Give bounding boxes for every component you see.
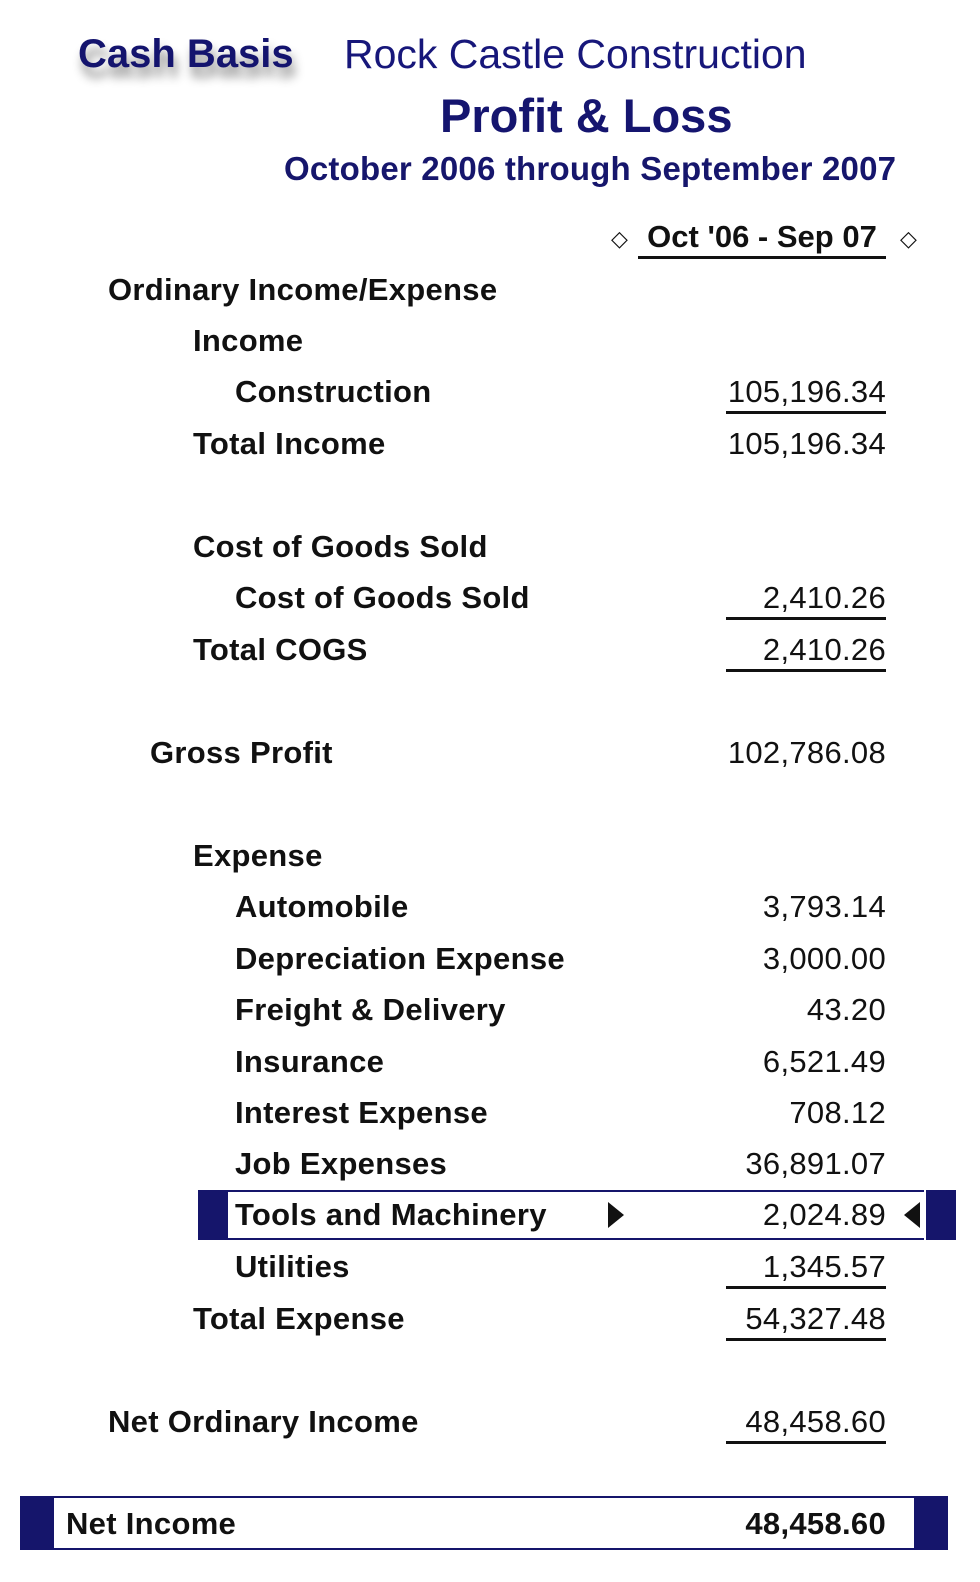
row-job-expenses[interactable] — [0, 1140, 980, 1192]
diamond-icon[interactable]: ◇ — [900, 226, 917, 251]
section-income: Income — [193, 323, 304, 358]
row-utilities[interactable] — [0, 1243, 980, 1295]
triangle-right-icon — [608, 1202, 624, 1228]
row-label: Total Income — [193, 426, 386, 461]
row-label: Depreciation Expense — [235, 941, 565, 976]
report-period: October 2006 through September 2007 — [284, 150, 897, 187]
row-interest-expense[interactable] — [0, 1089, 980, 1141]
row-construction[interactable] — [0, 368, 980, 420]
row-amount[interactable]: 3,000.00 — [762, 941, 886, 976]
row-label: Total COGS — [193, 632, 368, 667]
row-amount[interactable]: 2,024.89 — [762, 1197, 886, 1232]
row-net-income[interactable] — [0, 1500, 980, 1552]
row-amount[interactable]: 105,196.34 — [726, 374, 886, 414]
row-label: Insurance — [235, 1044, 385, 1079]
row-amount[interactable]: 54,327.48 — [726, 1301, 886, 1341]
row-depreciation-expense[interactable] — [0, 935, 980, 987]
row-tools-and-machinery[interactable] — [0, 1191, 980, 1243]
row-amount[interactable]: 2,410.26 — [726, 580, 886, 620]
column-header[interactable]: Oct '06 - Sep 07 — [638, 218, 886, 259]
row-label: Net Ordinary Income — [108, 1404, 419, 1439]
row-insurance[interactable] — [0, 1038, 980, 1090]
row-amount[interactable]: 708.12 — [789, 1095, 886, 1130]
row-amount[interactable]: 48,458.60 — [726, 1404, 886, 1444]
report-basis: Cash Basis — [78, 32, 294, 76]
report-title: Profit & Loss — [440, 89, 733, 142]
row-net-ordinary-income[interactable] — [0, 1398, 980, 1450]
row-label: Net Income — [66, 1506, 237, 1541]
row-amount[interactable]: 102,786.08 — [727, 735, 886, 770]
section-cogs: Cost of Goods Sold — [193, 529, 488, 564]
section-expense: Expense — [193, 838, 323, 873]
row-label: Job Expenses — [235, 1146, 448, 1181]
triangle-left-icon — [904, 1202, 920, 1228]
row-amount[interactable]: 105,196.34 — [727, 426, 886, 461]
row-label: Gross Profit — [150, 735, 333, 770]
row-label: Total Expense — [193, 1301, 405, 1336]
row-total-expense[interactable] — [0, 1295, 980, 1347]
row-amount[interactable]: 36,891.07 — [745, 1146, 886, 1181]
company-name: Rock Castle Construction — [344, 31, 807, 77]
row-gross-profit[interactable] — [0, 729, 980, 781]
row-amount[interactable]: 6,521.49 — [762, 1044, 886, 1079]
row-total-cogs[interactable] — [0, 626, 980, 678]
row-label: Freight & Delivery — [235, 992, 506, 1027]
row-automobile[interactable] — [0, 883, 980, 935]
row-amount[interactable]: 43.20 — [806, 992, 886, 1027]
section-ordinary-income-expense: Ordinary Income/Expense — [108, 272, 498, 307]
row-amount[interactable]: 48,458.60 — [745, 1506, 886, 1541]
row-label: Construction — [235, 374, 432, 409]
row-total-income[interactable] — [0, 420, 980, 472]
row-label: Interest Expense — [235, 1095, 488, 1130]
row-amount[interactable]: 2,410.26 — [726, 632, 886, 672]
row-label: Tools and Machinery — [235, 1197, 547, 1232]
row-freight-delivery[interactable] — [0, 986, 980, 1038]
row-label: Cost of Goods Sold — [235, 580, 530, 615]
row-label: Utilities — [235, 1249, 350, 1284]
row-cogs[interactable] — [0, 574, 980, 626]
row-amount[interactable]: 1,345.57 — [726, 1249, 886, 1289]
row-label: Automobile — [235, 889, 409, 924]
row-amount[interactable]: 3,793.14 — [762, 889, 886, 924]
diamond-icon[interactable]: ◇ — [611, 226, 628, 251]
